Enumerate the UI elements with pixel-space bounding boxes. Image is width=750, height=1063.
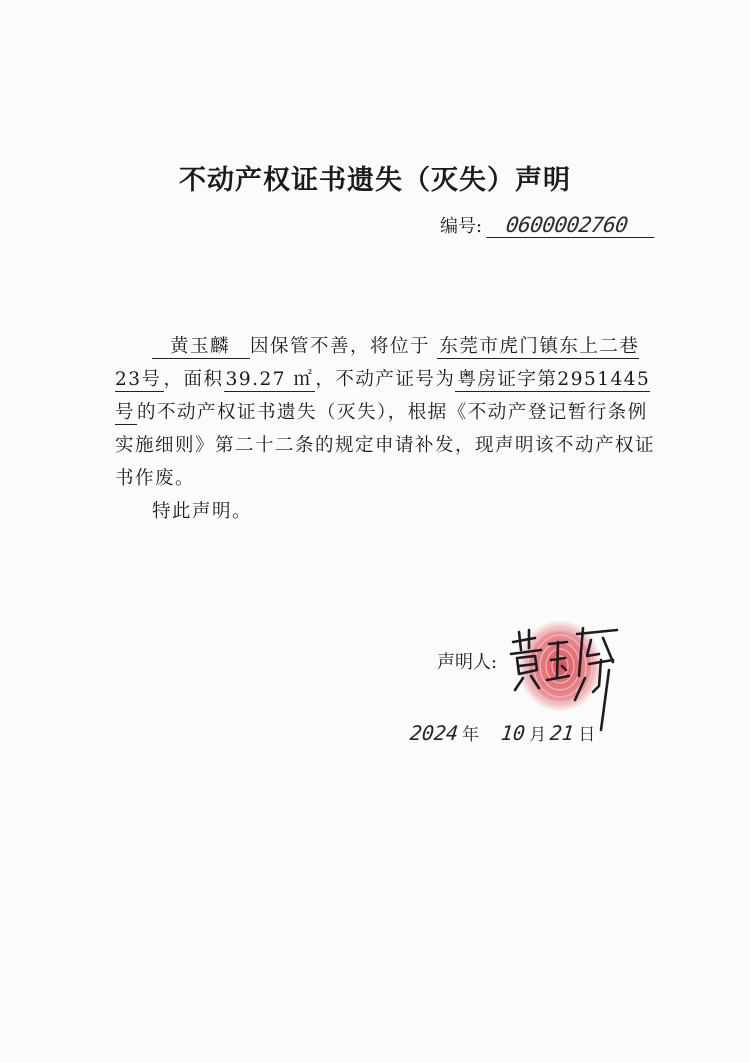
closing-statement: 特此声明。 — [152, 501, 253, 522]
declaration-paragraph — [115, 330, 655, 495]
date-month-label: 月 — [529, 725, 547, 745]
text-segment-1: 因保管不善，将位于 — [250, 336, 431, 357]
date-day-label: 日 — [578, 725, 596, 745]
signer-label: 声明人: — [437, 652, 498, 673]
declaration-date — [410, 720, 599, 745]
property-area: 39.27 ㎡ — [225, 369, 314, 390]
text-segment-2: ，面积 — [163, 369, 224, 390]
certificate-number: 粤房证字第2951445号 — [115, 369, 651, 423]
serial-number — [440, 212, 656, 238]
page-title: 不动产权证书遗失（灭失）声明 — [179, 165, 571, 196]
property-address: 东莞市虎门镇东上二巷23号 — [115, 336, 640, 390]
serial-value: 0600002760 — [486, 213, 658, 238]
serial-label: 编号: — [440, 216, 483, 237]
declaration-body — [115, 330, 655, 528]
owner-name: 黄玉麟 — [152, 336, 250, 359]
date-year-label: 年 — [462, 725, 480, 745]
text-segment-4: 的不动产权证书遗失（灭失），根据《不动产登记暂行条例实施细则》第二十二条的规定申请补发，现声明该不动产权证书作废。 — [115, 402, 656, 489]
date-month: 10 — [499, 721, 527, 745]
date-year: 2024 — [408, 721, 460, 745]
date-day: 21 — [549, 721, 576, 745]
text-segment-3: ，不动产证号为 — [315, 369, 456, 390]
